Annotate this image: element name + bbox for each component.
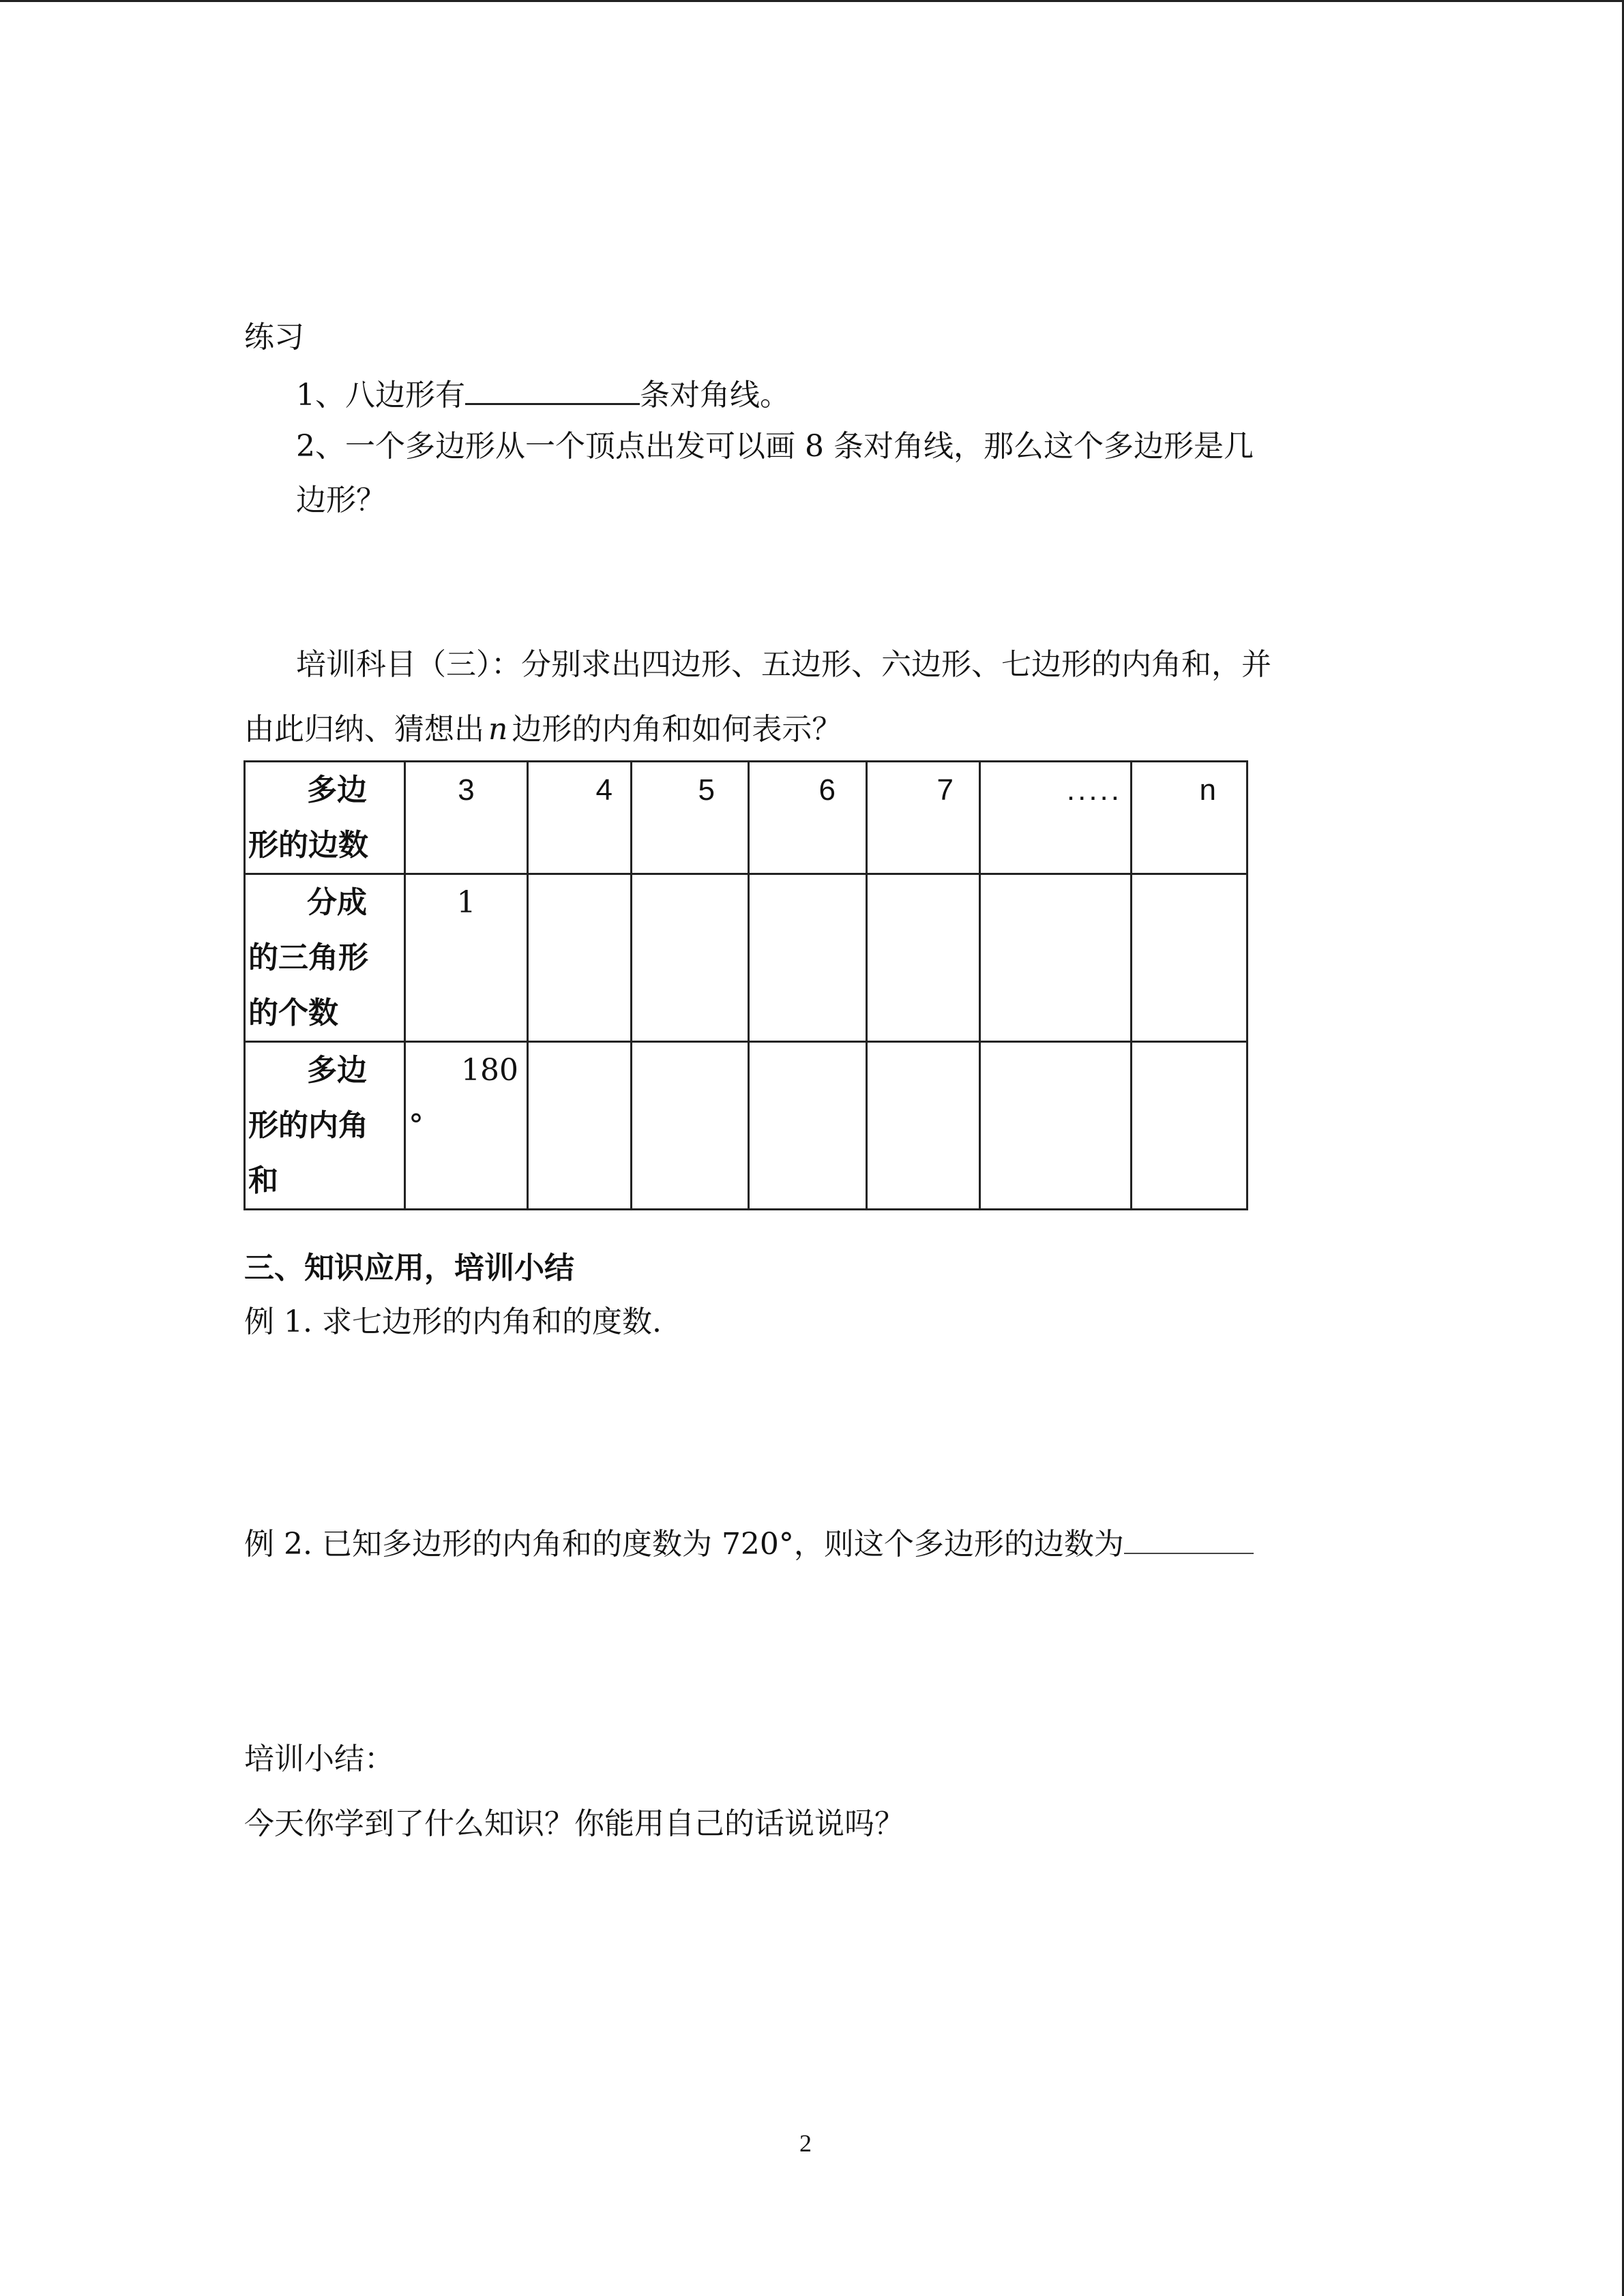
- degree-symbol: °: [409, 1108, 424, 1143]
- training3-line2-prefix: 由此归纳、猜想出: [244, 712, 484, 747]
- sides-cell-3: 3: [405, 762, 528, 874]
- table-row-angle-sum: [245, 1042, 1247, 1210]
- variable-n: n: [488, 712, 508, 747]
- q1-suffix: 条对角线。: [640, 378, 790, 413]
- triangles-cell-ellipsis[interactable]: [980, 874, 1132, 1042]
- angle-sum-cell-n[interactable]: [1132, 1042, 1247, 1210]
- summary-question: 今天你学到了什么知识？你能用自己的话说说吗？: [244, 1806, 904, 1841]
- row-label-triangles: 分成 的三角形 的个数: [245, 874, 405, 1042]
- example-2-answer-blank[interactable]: [1124, 1523, 1254, 1554]
- row-label-sides: 多边 形的边数: [245, 762, 405, 874]
- angle-sum-cell-4[interactable]: [528, 1042, 632, 1210]
- q1-prefix: 1、八边形有: [296, 378, 465, 413]
- page-number: 2: [799, 2130, 812, 2157]
- training3-line2: [244, 709, 842, 750]
- practice-question-2-line2: 边形？: [296, 483, 386, 518]
- sides-cell-n: n: [1132, 762, 1247, 874]
- row-label-angle-sum: 多边 形的内角 和: [245, 1042, 405, 1210]
- sides-cell-4: 4: [528, 762, 632, 874]
- triangles-cell-3: 1: [405, 874, 528, 1042]
- training3-line2-suffix: 边形的内角和如何表示？: [512, 712, 842, 747]
- sides-cell-6: 6: [749, 762, 867, 874]
- triangles-cell-6[interactable]: [749, 874, 867, 1042]
- triangles-cell-4[interactable]: [528, 874, 632, 1042]
- section3-heading: 三、知识应用，培训小结: [244, 1251, 574, 1285]
- table-row-sides: [245, 762, 1247, 874]
- angle-sum-cell-ellipsis[interactable]: [980, 1042, 1132, 1210]
- sides-cell-7: 7: [867, 762, 980, 874]
- training3-line1: 培训科目（三）：分别求出四边形、五边形、六边形、七边形的内角和，并: [296, 647, 1271, 682]
- angle-sum-value: 180: [461, 1053, 518, 1088]
- polygon-angle-table: [243, 760, 1248, 1210]
- sides-cell-ellipsis: .....: [980, 762, 1132, 874]
- angle-sum-cell-3: [405, 1042, 528, 1210]
- triangles-cell-5[interactable]: [632, 874, 749, 1042]
- angle-sum-cell-6[interactable]: [749, 1042, 867, 1210]
- q1-answer-blank[interactable]: [465, 373, 640, 405]
- practice-question-2-line1: 2、一个多边形从一个顶点出发可以画 8 条对角线，那么这个多边形是几: [296, 429, 1254, 464]
- example-1: 例 1. 求七边形的内角和的度数.: [244, 1304, 662, 1339]
- practice-title: 练习: [244, 320, 304, 355]
- example-2-text: 例 2. 已知多边形的内角和的度数为 720°，则这个多边形的边数为: [244, 1527, 1124, 1562]
- example-2: [244, 1523, 1254, 1565]
- triangles-cell-7[interactable]: [867, 874, 980, 1042]
- summary-title: 培训小结：: [244, 1742, 394, 1776]
- page-top-border: [0, 0, 1624, 2]
- angle-sum-cell-7[interactable]: [867, 1042, 980, 1210]
- angle-sum-cell-5[interactable]: [632, 1042, 749, 1210]
- practice-question-1: [296, 373, 790, 416]
- table-row-triangles: [245, 874, 1247, 1042]
- sides-cell-5: 5: [632, 762, 749, 874]
- triangles-cell-n[interactable]: [1132, 874, 1247, 1042]
